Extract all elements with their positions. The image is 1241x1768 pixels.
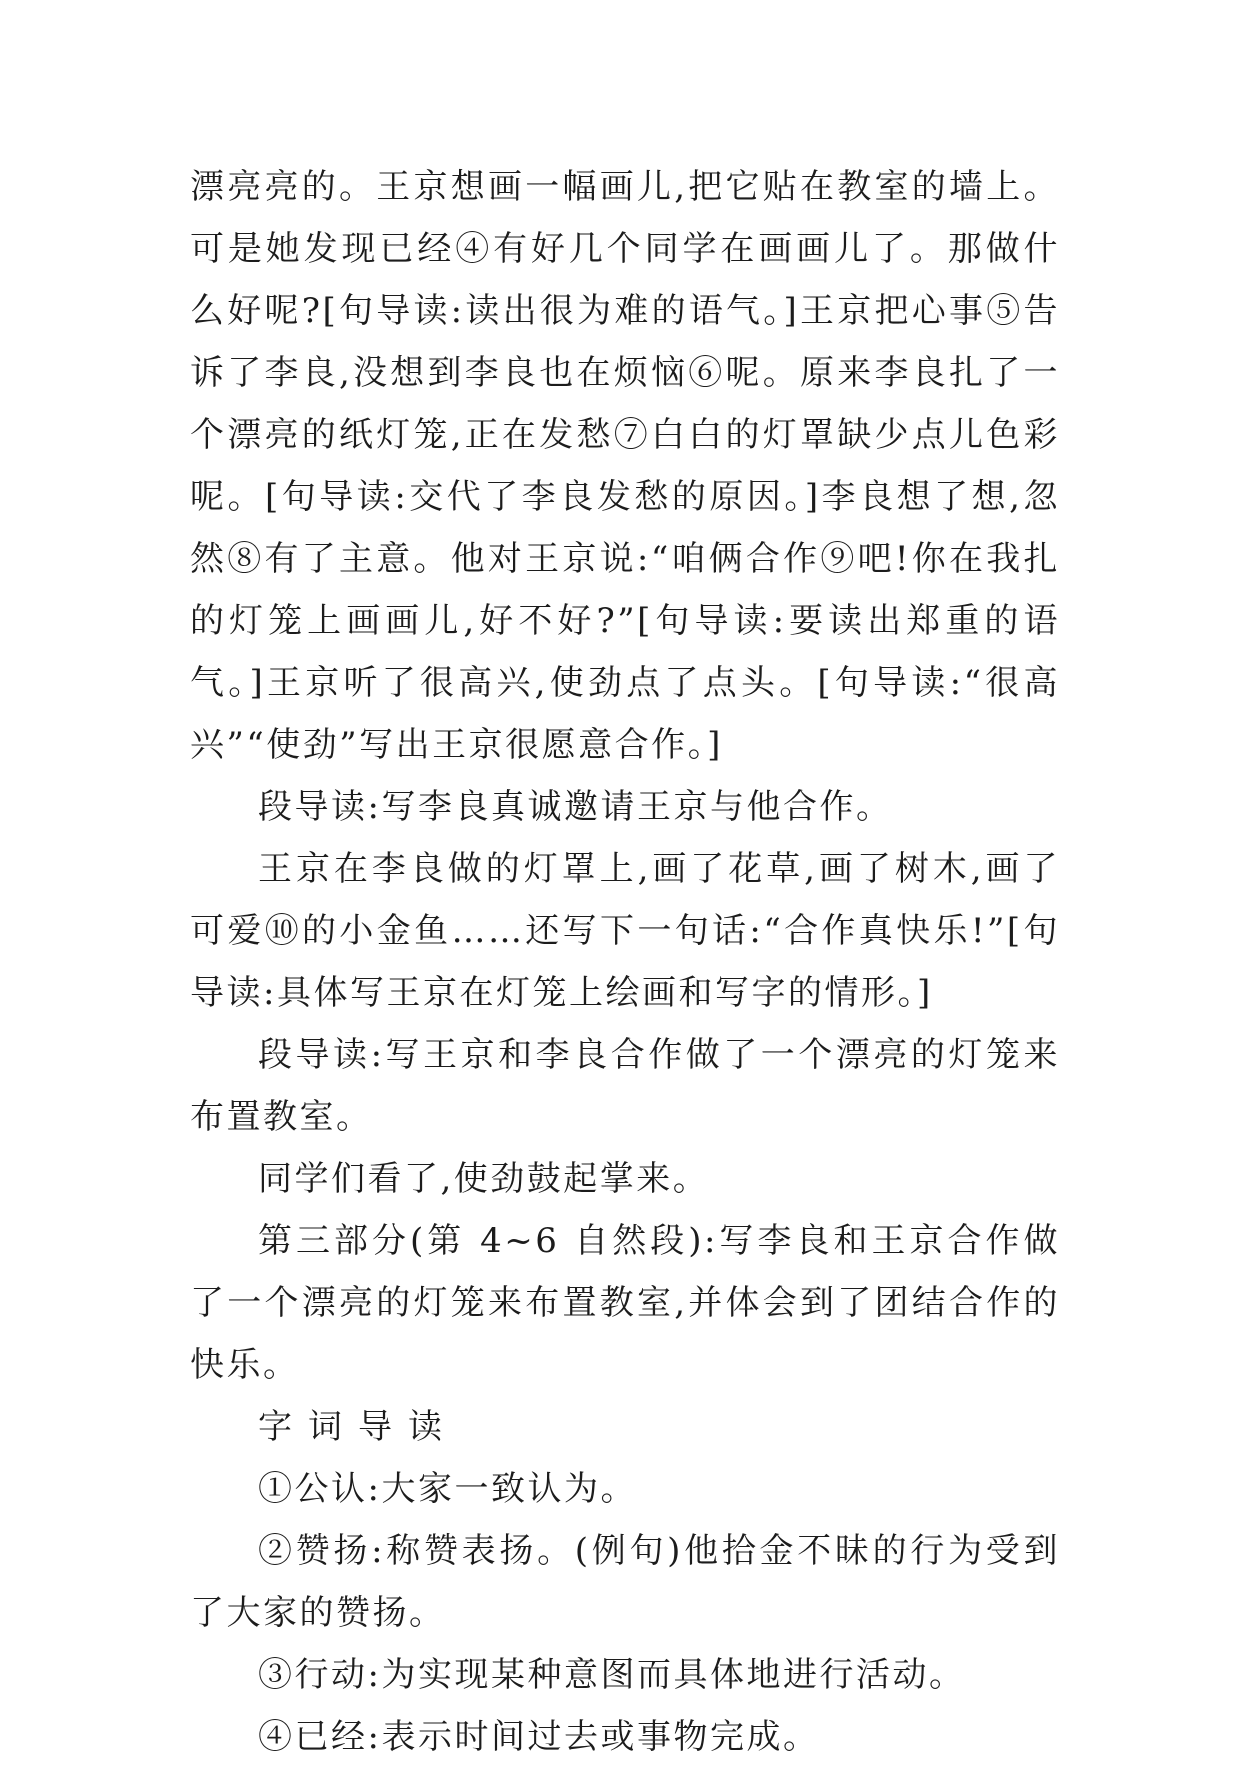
paragraph-story-lantern: 王京在李良做的灯罩上,画了花草,画了树木,画了可爱⑩的小金鱼……还写下一句话:“合作真快乐!”[句导读:具体写王京在灯笼上绘画和写字的情形。]: [190, 849, 1060, 1013]
paragraph-section-note-invitation: 段导读:写李良真诚邀请王京与他合作。: [258, 787, 893, 827]
vocab-item-zanyang: ②赞扬:称赞表扬。(例句)他拾金不昧的行为受到了大家的赞扬。: [190, 1531, 1060, 1633]
vocab-item-yijing: ④已经:表示时间过去或事物完成。: [258, 1717, 820, 1757]
paragraph-section-note-cooperation: 段导读:写王京和李良合作做了一个漂亮的灯笼来布置教室。: [190, 1035, 1060, 1137]
paragraph-part-three-summary: 第三部分(第 4~6 自然段):写李良和王京合作做了一个漂亮的灯笼来布置教室,并体会到了团结合作的快乐。: [190, 1221, 1060, 1385]
text-block: [190, 156, 1060, 1768]
vocab-item-gongren: ①公认:大家一致认为。: [258, 1469, 637, 1509]
vocab-item-xingdong: ③行动:为实现某种意图而具体地进行活动。: [258, 1655, 966, 1695]
vocab-section-title: 字词导读: [258, 1407, 458, 1447]
paragraph-story-applause: 同学们看了,使劲鼓起掌来。: [258, 1159, 710, 1199]
paragraph-story-continued: 漂亮亮的。王京想画一幅画儿,把它贴在教室的墙上。可是她发现已经④有好几个同学在画画儿了。那做什么好呢?[句导读:读出很为难的语气。]王京把心事⑤告诉了李良,没想到李良也在烦恼⑥呢。原来李良扎了一个漂亮的纸灯笼,正在发愁⑦白白的灯罩缺少点儿色彩呢。[句导读:交代了李良发愁的原因。]李良想了想,忽然⑧有了主意。他对王京说:“咱俩合作⑨吧!你在我扎的灯笼上画画儿,好不好?”[句导读:要读出郑重的语气。]王京听了很高兴,使劲点了点头。[句导读:“很高兴”“使劲”写出王京很愿意合作。]: [190, 167, 1060, 765]
